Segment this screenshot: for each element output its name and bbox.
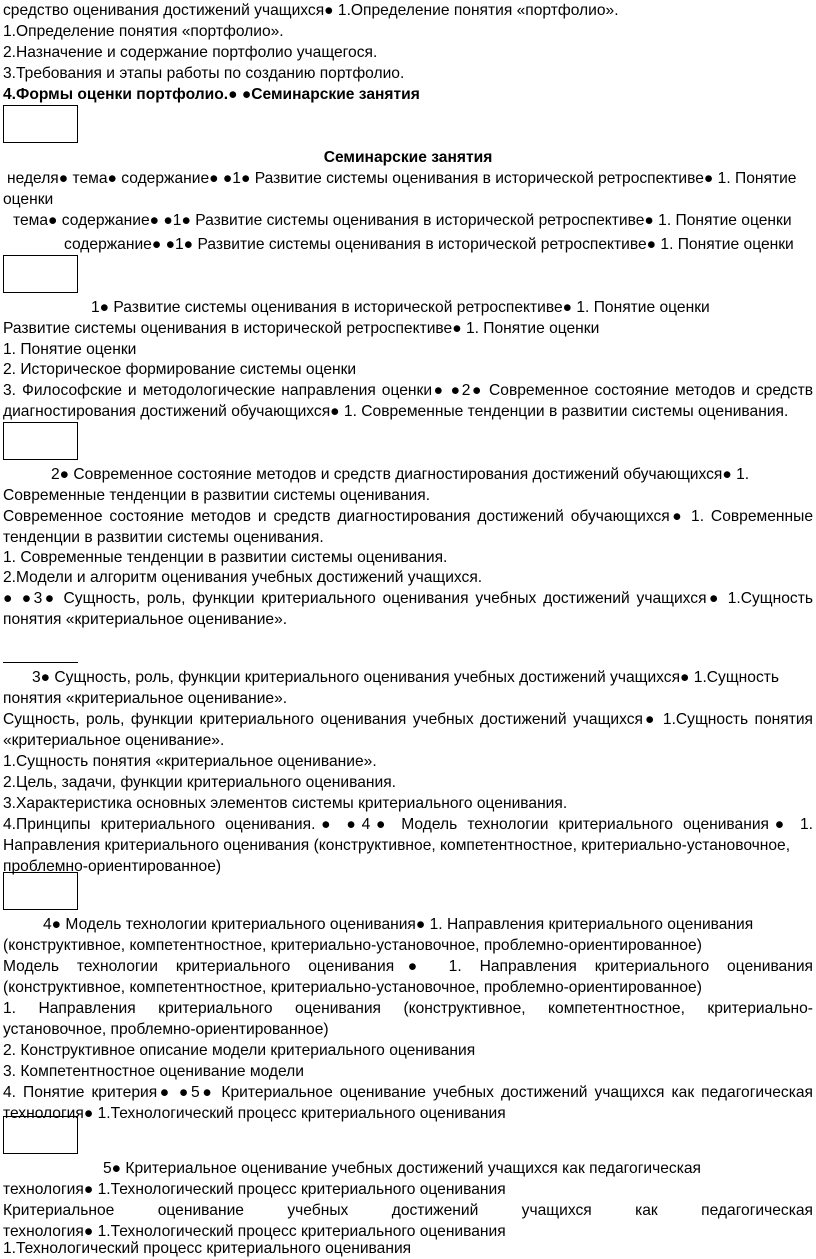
text-line: 1. Понятие оценки <box>3 341 137 358</box>
text-line: «критериальное оценивание». <box>3 732 225 749</box>
text-line: (конструктивное, компетентностное, критериально-установочное, проблемно-ориентированное) <box>3 937 702 954</box>
text-line: 5● Критериальное оценивание учебных достижений учащихся как педагогическая <box>103 1160 701 1177</box>
text-line: 1. Направления критериального оценивания (конструктивное, компетентностное, критериально- <box>3 1000 813 1017</box>
text-line: оценки <box>3 191 54 208</box>
text-line: 1.Сущность понятия «критериальное оценивание». <box>3 753 377 770</box>
text-line: Модель технологии критериального оценивания● 1. Направления критериального оценивания <box>3 958 813 975</box>
text-line: 2.Назначение и содержание портфолио учащегося. <box>3 44 378 61</box>
box-line <box>3 662 78 664</box>
text-line: 3.Характеристика основных элементов системы критериального оценивания. <box>3 795 568 812</box>
text-line: 1● Развитие системы оценивания в исторической ретроспективе● 1. Понятие оценки <box>91 299 710 316</box>
text-line: 1. Современные тенденции в развитии системы оценивания. <box>3 549 448 566</box>
text-line: технология● 1.Технологический процесс критериального оценивания <box>3 1105 506 1122</box>
text-line: ● ●3● Сущность, роль, функции критериального оценивания учебных достижений учащихся● 1.Сущность <box>3 590 813 607</box>
text-line: 2.Модели и алгоритм оценивания учебных достижений учащихся. <box>3 569 483 586</box>
text-line: средство оценивания достижений учащихся● 1.Определение понятия «портфолио». <box>3 2 619 19</box>
text-line: 1.Технологический процесс критериального оценивания <box>3 1240 412 1257</box>
text-line: технология● 1.Технологический процесс критериального оценивания <box>3 1223 506 1240</box>
text-line: 2. Историческое формирование системы оценки <box>3 361 357 378</box>
empty-box <box>3 422 78 460</box>
text-line: Сущность, роль, функции критериального оценивания учебных достижений учащихся● 1.Сущность понятия <box>3 711 813 728</box>
text-line: 3. Компетентностное оценивание модели <box>3 1063 304 1080</box>
text-line: установочное, проблемно-ориентированное) <box>3 1021 329 1038</box>
text-line: 4. Понятие критерия● ●5● Критериальное оценивание учебных достижений учащихся как педагогическая <box>3 1084 813 1101</box>
text-line: 3.Требования и этапы работы по созданию портфолио. <box>3 65 405 82</box>
text-line: тенденции в развитии системы оценивания. <box>3 529 324 546</box>
text-line: 3. Философские и методологические направления оценки● ●2● Современное состояние методов и средств <box>3 382 813 399</box>
text-line: (конструктивное, компетентностное, критериально-установочное, проблемно-ориентированное) <box>3 979 702 996</box>
text-line: 4● Модель технологии критериального оценивания● 1. Направления критериального оценивания <box>43 916 754 933</box>
text-line: Направления критериального оценивания (конструктивное, компетентностное, критериально-установочное, <box>3 837 791 854</box>
empty-box <box>3 1116 78 1154</box>
text-line: 4.Принципы критериального оценивания.● ●4● Модель технологии критериального оценивания● 1. <box>3 816 813 833</box>
section-heading: Семинарские занятия <box>323 149 493 166</box>
text-line: Развитие системы оценивания в исторической ретроспективе● 1. Понятие оценки <box>3 320 600 337</box>
text-line: 3● Сущность, роль, функции критериального оценивания учебных достижений учащихся● 1.Сущность <box>32 669 780 686</box>
text-line: 1.Определение понятия «портфолио». <box>3 23 284 40</box>
text-line: диагностирования достижений обучающихся● 1. Современные тенденции в развитии системы оценивания. <box>3 403 789 420</box>
text-line: проблемно-ориентированное) <box>3 858 222 875</box>
text-line: 2. Конструктивное описание модели критериального оценивания <box>3 1042 476 1059</box>
text-line: 4.Формы оценки портфолио.● ●Семинарские занятия <box>3 86 420 103</box>
text-line: понятия «критериальное оценивание». <box>3 611 288 628</box>
text-line: 2● Современное состояние методов и средств диагностирования достижений обучающихся● 1. <box>51 466 750 483</box>
text-line: Современное состояние методов и средств диагностирования достижений обучающихся● 1. Современные <box>3 508 813 525</box>
text-line: тема● содержание● ●1● Развитие системы оценивания в исторической ретроспективе● 1. Понятие оценки <box>13 212 792 229</box>
text-line: 2.Цель, задачи, функции критериального оценивания. <box>3 774 396 791</box>
text-line: технология● 1.Технологический процесс критериального оценивания <box>3 1181 506 1198</box>
text-line: содержание● ●1● Развитие системы оценивания в исторической ретроспективе● 1. Понятие оценки <box>64 236 794 253</box>
empty-box <box>3 255 78 293</box>
text-line: Современные тенденции в развитии системы оценивания. <box>3 487 431 504</box>
text-line: Критериальное оценивание учебных достижений учащихся как педагогическая <box>3 1202 813 1219</box>
empty-box <box>3 872 78 910</box>
text-line: неделя● тема● содержание● ●1● Развитие системы оценивания в исторической ретроспективе● 1. Понятие <box>7 170 797 187</box>
text-line: понятия «критериальное оценивание». <box>3 690 288 707</box>
empty-box <box>3 105 78 143</box>
